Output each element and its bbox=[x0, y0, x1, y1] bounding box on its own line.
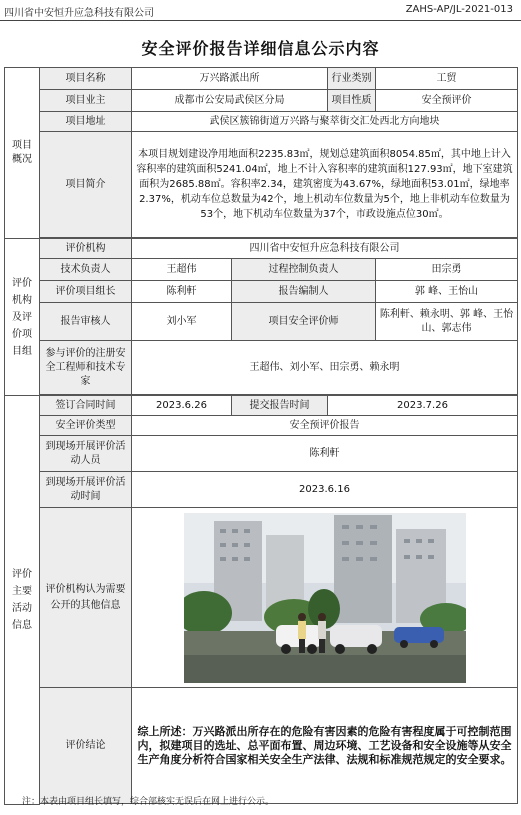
section-activity-label: 评价主要活动信息 bbox=[5, 396, 40, 805]
label-nature: 项目性质 bbox=[328, 90, 376, 112]
row-reviewer bbox=[5, 303, 518, 341]
value-experts: 王超伟、刘小军、田宗勇、赖永明 bbox=[132, 341, 518, 395]
site-photo-image bbox=[184, 513, 466, 683]
row-eval-type bbox=[5, 416, 518, 436]
row-agency bbox=[5, 239, 518, 259]
document-code: ZAHS-AP/JL-2021-013 bbox=[405, 4, 513, 15]
value-eval-type: 安全预评价报告 bbox=[132, 416, 518, 436]
footnote: 注：本表由项目组长填写，综合部核实无误后在网上进行公示。 bbox=[22, 797, 275, 807]
label-reviewer: 报告审核人 bbox=[40, 303, 132, 341]
value-nature: 安全预评价 bbox=[376, 90, 518, 112]
row-dates bbox=[5, 396, 518, 416]
page-title: 安全评价报告详细信息公示内容 bbox=[141, 39, 380, 58]
label-submit-date: 提交报告时间 bbox=[232, 396, 328, 416]
row-project-intro bbox=[5, 132, 518, 238]
row-team-lead bbox=[5, 281, 518, 303]
value-intro: 本项目规划建设净用地面积2235.83㎡，规划总建筑面积8054.85㎡，其中地上计入容积率的建筑面积5241.04㎡，地上不计入容积率的建筑面积127.93㎡，地下室建筑面积为2685.88㎡。容积率2.34，建筑密度为43.67%，绿地面积53.01㎡，绿地率2.37%，机动车位总数量为42个，地上机动车位数量为5个，地上非机动车位数量为53个，地下机动车位数量为37个，市政设施点位30㎡。 bbox=[132, 132, 518, 238]
row-site-date bbox=[5, 472, 518, 508]
value-project-name: 万兴路派出所 bbox=[132, 68, 328, 90]
label-public-info: 评价机构认为需要公开的其他信息 bbox=[40, 508, 132, 688]
value-owner: 成都市公安局武侯区分局 bbox=[132, 90, 328, 112]
row-conclusion bbox=[5, 688, 518, 804]
section-org-label: 评价机构及评价项目组 bbox=[5, 239, 40, 396]
label-process-lead: 过程控制负责人 bbox=[232, 259, 376, 281]
value-site-staff: 陈利軒 bbox=[132, 436, 518, 472]
value-submit-date: 2023.7.26 bbox=[328, 396, 518, 416]
value-report-author: 郭 峰、王怡山 bbox=[376, 281, 518, 303]
value-team-lead: 陈利軒 bbox=[132, 281, 232, 303]
row-experts bbox=[5, 341, 518, 395]
site-photo bbox=[184, 513, 466, 683]
label-agency: 评价机构 bbox=[40, 239, 132, 259]
label-team-lead: 评价项目组长 bbox=[40, 281, 132, 303]
label-industry: 行业类别 bbox=[328, 68, 376, 90]
value-agency: 四川省中安恒升应急科技有限公司 bbox=[132, 239, 518, 259]
section-overview-label: 项目概况 bbox=[5, 68, 40, 239]
label-tech-lead: 技术负责人 bbox=[40, 259, 132, 281]
label-owner: 项目业主 bbox=[40, 90, 132, 112]
value-tech-lead: 王超伟 bbox=[132, 259, 232, 281]
row-project-address bbox=[5, 112, 518, 132]
row-tech-lead bbox=[5, 259, 518, 281]
value-process-lead: 田宗勇 bbox=[376, 259, 518, 281]
value-evaluators: 陈利軒、赖永明、郭 峰、王怡山、郭志伟 bbox=[376, 303, 518, 341]
label-site-staff: 到现场开展评价活动人员 bbox=[40, 436, 132, 472]
value-contract-date: 2023.6.26 bbox=[132, 396, 232, 416]
value-conclusion: 综上所述：万兴路派出所存在的危险有害因素的危险有害程度属于可控制范围内，拟建项目的选址、总平面布置、周边环境、工艺设备和安全设施等从安全生产角度分析符合国家相关安全生产法律、法规和标准规范规定的安全要求。 bbox=[132, 688, 518, 804]
page-header bbox=[0, 0, 521, 22]
value-reviewer: 刘小军 bbox=[132, 303, 232, 341]
label-intro: 项目简介 bbox=[40, 132, 132, 238]
label-conclusion: 评价结论 bbox=[40, 688, 132, 804]
label-evaluators: 项目安全评价师 bbox=[232, 303, 376, 341]
info-table bbox=[4, 67, 518, 805]
label-report-author: 报告编制人 bbox=[232, 281, 376, 303]
company-name: 四川省中安恒升应急科技有限公司 bbox=[4, 8, 154, 19]
row-project-name bbox=[5, 68, 518, 90]
label-contract-date: 签订合同时间 bbox=[40, 396, 132, 416]
label-eval-type: 安全评价类型 bbox=[40, 416, 132, 436]
header-divider bbox=[0, 20, 521, 21]
value-public-info bbox=[132, 508, 518, 688]
value-industry: 工贸 bbox=[376, 68, 518, 90]
label-address: 项目地址 bbox=[40, 112, 132, 132]
label-site-date: 到现场开展评价活动时间 bbox=[40, 472, 132, 508]
label-experts: 参与评价的注册安全工程师和技术专家 bbox=[40, 341, 132, 395]
value-address: 武侯区簇锦街道万兴路与聚萃街交汇处西北方向地块 bbox=[132, 112, 518, 132]
row-site-staff bbox=[5, 436, 518, 472]
row-project-owner bbox=[5, 90, 518, 112]
value-site-date: 2023.6.16 bbox=[132, 472, 518, 508]
label-project-name: 项目名称 bbox=[40, 68, 132, 90]
row-public-info bbox=[5, 508, 518, 688]
